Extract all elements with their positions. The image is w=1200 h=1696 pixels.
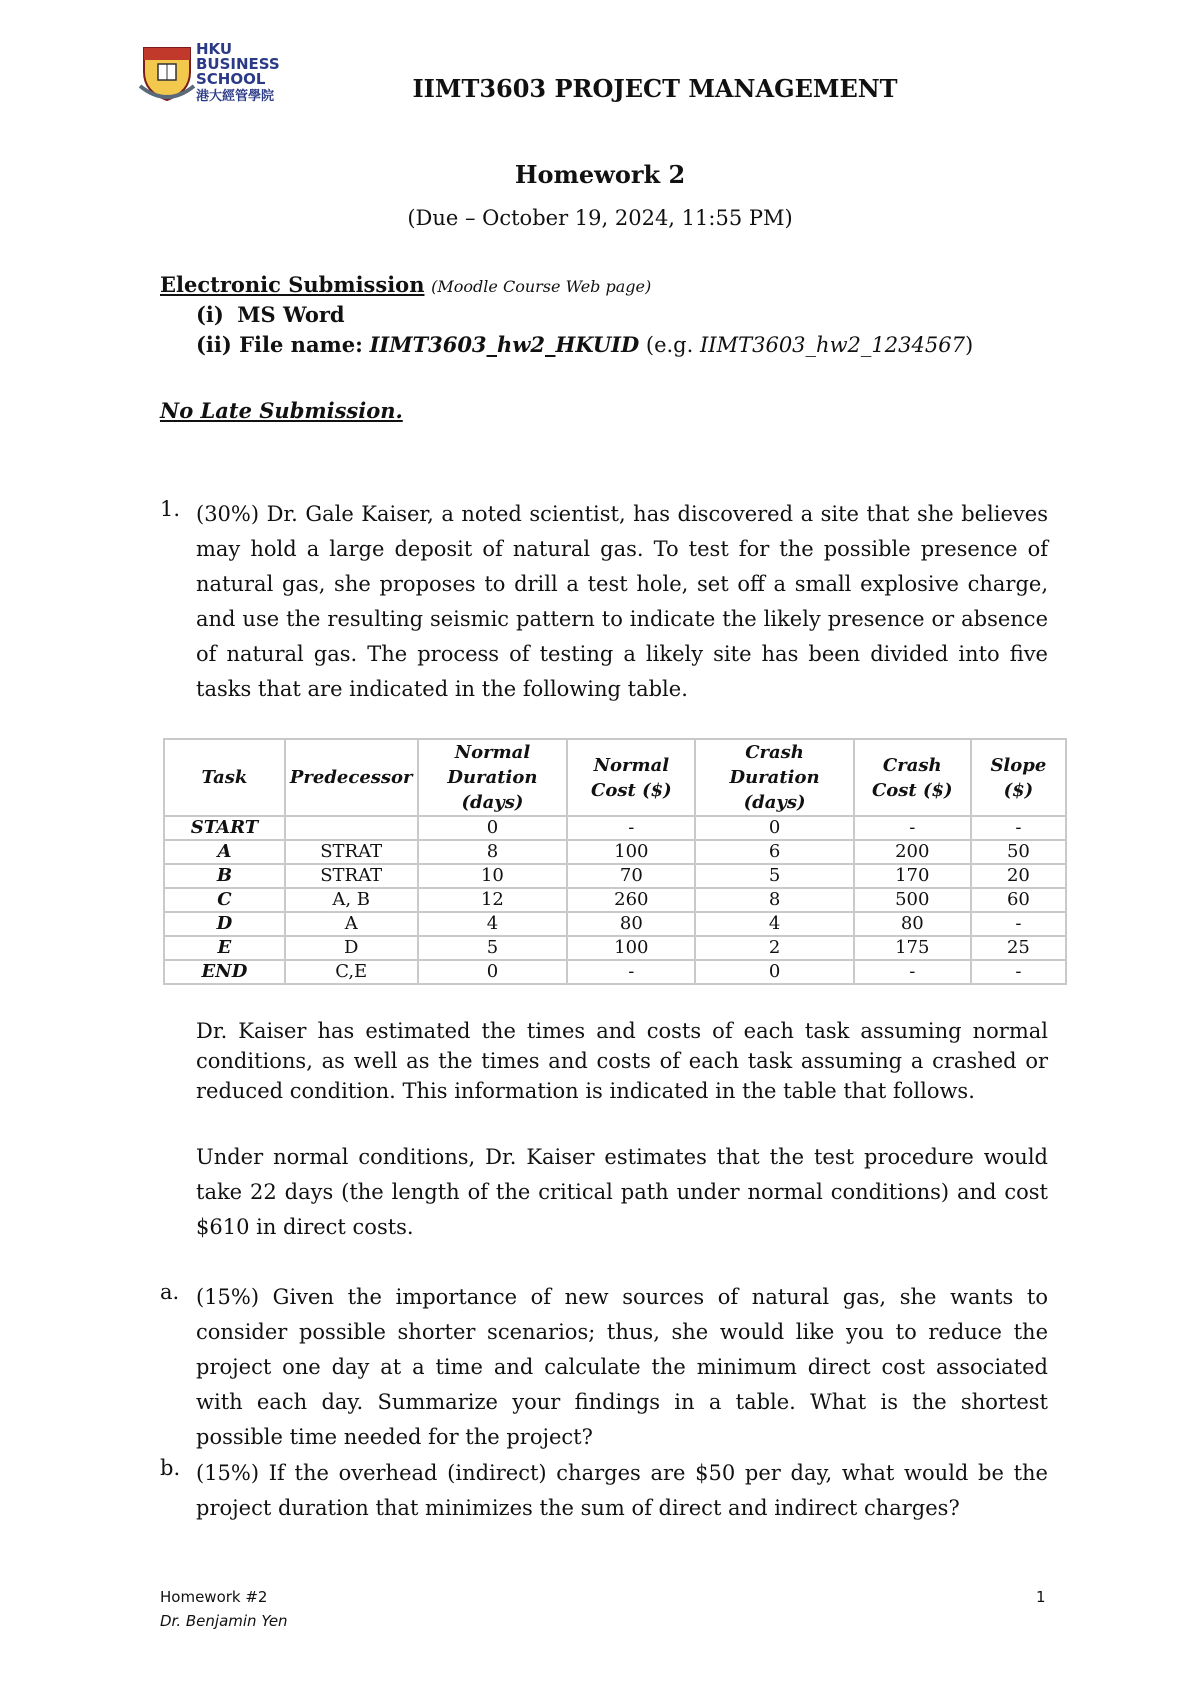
table-cell: 70 (567, 864, 695, 888)
table-cell: STRAT (285, 864, 418, 888)
table-cell: A, B (285, 888, 418, 912)
task-name-cell: D (164, 912, 285, 936)
submission-item-1-label: (i) (196, 302, 224, 327)
footer-homework: Homework #2 (160, 1588, 268, 1606)
table-cell: 100 (567, 936, 695, 960)
table-cell: 2 (695, 936, 853, 960)
task-name-cell: A (164, 840, 285, 864)
table-cell: 100 (567, 840, 695, 864)
table-cell: - (971, 912, 1066, 936)
table-cell: - (567, 816, 695, 840)
task-name-cell: END (164, 960, 285, 984)
table-cell: 8 (418, 840, 568, 864)
table-row (164, 816, 1066, 840)
table-cell: 12 (418, 888, 568, 912)
table-cell: - (567, 960, 695, 984)
table-cell: 25 (971, 936, 1066, 960)
table-cell: - (971, 960, 1066, 984)
page-number: 1 (1036, 1588, 1046, 1606)
submission-example-prefix: (e.g. (645, 333, 694, 357)
table-cell: 10 (418, 864, 568, 888)
course-title: IIMT3603 PROJECT MANAGEMENT (412, 74, 898, 103)
table-header: Normal Cost ($) (567, 739, 695, 816)
submission-note: Moodle Course Web page (437, 277, 645, 296)
table-cell: 20 (971, 864, 1066, 888)
table-cell: 60 (971, 888, 1066, 912)
no-late-submission: No Late Submission. (160, 398, 403, 423)
submission-item-2-label: (ii) File name: (196, 332, 363, 357)
task-name-cell: C (164, 888, 285, 912)
question-paragraph-2: Dr. Kaiser has estimated the times and costs of each task assuming normal conditions, as well as the times and costs of each task assuming a crashed or reduced condition. This information is indicated in the table that follows. (196, 1019, 1048, 1103)
table-row (164, 840, 1066, 864)
table-cell (285, 816, 418, 840)
submission-item-2 (196, 332, 973, 357)
table-cell: - (854, 960, 971, 984)
submission-item-1 (196, 302, 345, 327)
submission-example-suffix: ) (964, 333, 974, 357)
task-table (163, 738, 1067, 985)
table-cell: - (854, 816, 971, 840)
logo-line-1: HKU (196, 40, 233, 58)
task-name-cell: B (164, 864, 285, 888)
task-name-cell: START (164, 816, 285, 840)
submission-example: IIMT3603_hw2_1234567 (700, 333, 965, 357)
logo-line-2: BUSINESS (196, 55, 280, 73)
part-b-text: (15%) If the overhead (indirect) charges are $50 per day, what would be the project duration that minimizes the sum of direct and indirect charges? (196, 1461, 1048, 1520)
part-a-text: (15%) Given the importance of new sources of natural gas, she wants to consider possible shorter scenarios; thus, she would like you to reduce the project one day at a time and calculate the minimum direct cost associated with each day. Summarize your findings in a table. What is the shortest possible time needed for the project? (196, 1285, 1048, 1449)
table-cell: 0 (695, 816, 853, 840)
due-date: (Due – October 19, 2024, 11:55 PM) (407, 206, 793, 230)
submission-filename: IIMT3603_hw2_HKUID (369, 332, 640, 357)
table-header: Crash Duration (days) (695, 739, 853, 816)
part-a-label: a. (160, 1280, 180, 1304)
table-cell: C,E (285, 960, 418, 984)
table-cell: 0 (695, 960, 853, 984)
question-intro: (30%) Dr. Gale Kaiser, a noted scientist, has discovered a site that she believes may hold a large deposit of natural gas. To test for the possible presence of natural gas, she proposes to drill a test hole, set off a small explosive charge, and use the resulting seismic pattern to indicate the likely presence or absence of natural gas. The process of testing a likely site has been divided into five tasks that are indicated in the following table. (196, 502, 1048, 701)
logo-line-3: SCHOOL (196, 70, 266, 88)
table-cell: 5 (695, 864, 853, 888)
table-cell: 500 (854, 888, 971, 912)
task-name-cell: E (164, 936, 285, 960)
table-cell: STRAT (285, 840, 418, 864)
table-header: Predecessor (285, 739, 418, 816)
table-cell: - (971, 816, 1066, 840)
table-cell: 80 (854, 912, 971, 936)
table-row (164, 912, 1066, 936)
table-cell: 200 (854, 840, 971, 864)
table-cell: 175 (854, 936, 971, 960)
table-row (164, 888, 1066, 912)
table-cell: 80 (567, 912, 695, 936)
table-cell: 260 (567, 888, 695, 912)
table-cell: 6 (695, 840, 853, 864)
table-header: Slope ($) (971, 739, 1066, 816)
question-number: 1. (160, 497, 181, 521)
submission-heading-label: Electronic Submission (160, 272, 425, 297)
footer-author: Dr. Benjamin Yen (160, 1612, 288, 1630)
table-cell: D (285, 936, 418, 960)
table-header: Crash Cost ($) (854, 739, 971, 816)
table-header-row (164, 739, 1066, 816)
table-row (164, 960, 1066, 984)
submission-heading: Electronic Submission (Moodle Course Web page) (160, 272, 652, 297)
table-cell: 4 (418, 912, 568, 936)
homework-title: Homework 2 (514, 160, 686, 189)
submission-item-1-text: MS Word (237, 302, 345, 327)
table-header: Task (164, 739, 285, 816)
table-cell: A (285, 912, 418, 936)
table-cell: 0 (418, 960, 568, 984)
table-cell: 5 (418, 936, 568, 960)
table-row (164, 864, 1066, 888)
table-cell: 8 (695, 888, 853, 912)
table-row (164, 936, 1066, 960)
logo-line-4: 港大經管學院 (196, 89, 275, 104)
table-cell: 170 (854, 864, 971, 888)
table-cell: 50 (971, 840, 1066, 864)
table-cell: 4 (695, 912, 853, 936)
question-paragraph-3: Under normal conditions, Dr. Kaiser estimates that the test procedure would take 22 days (the length of the critical path under normal conditions) and cost $610 in direct costs. (196, 1145, 1048, 1239)
table-header: Normal Duration (days) (418, 739, 568, 816)
part-b-label: b. (160, 1456, 181, 1480)
table-cell: 0 (418, 816, 568, 840)
